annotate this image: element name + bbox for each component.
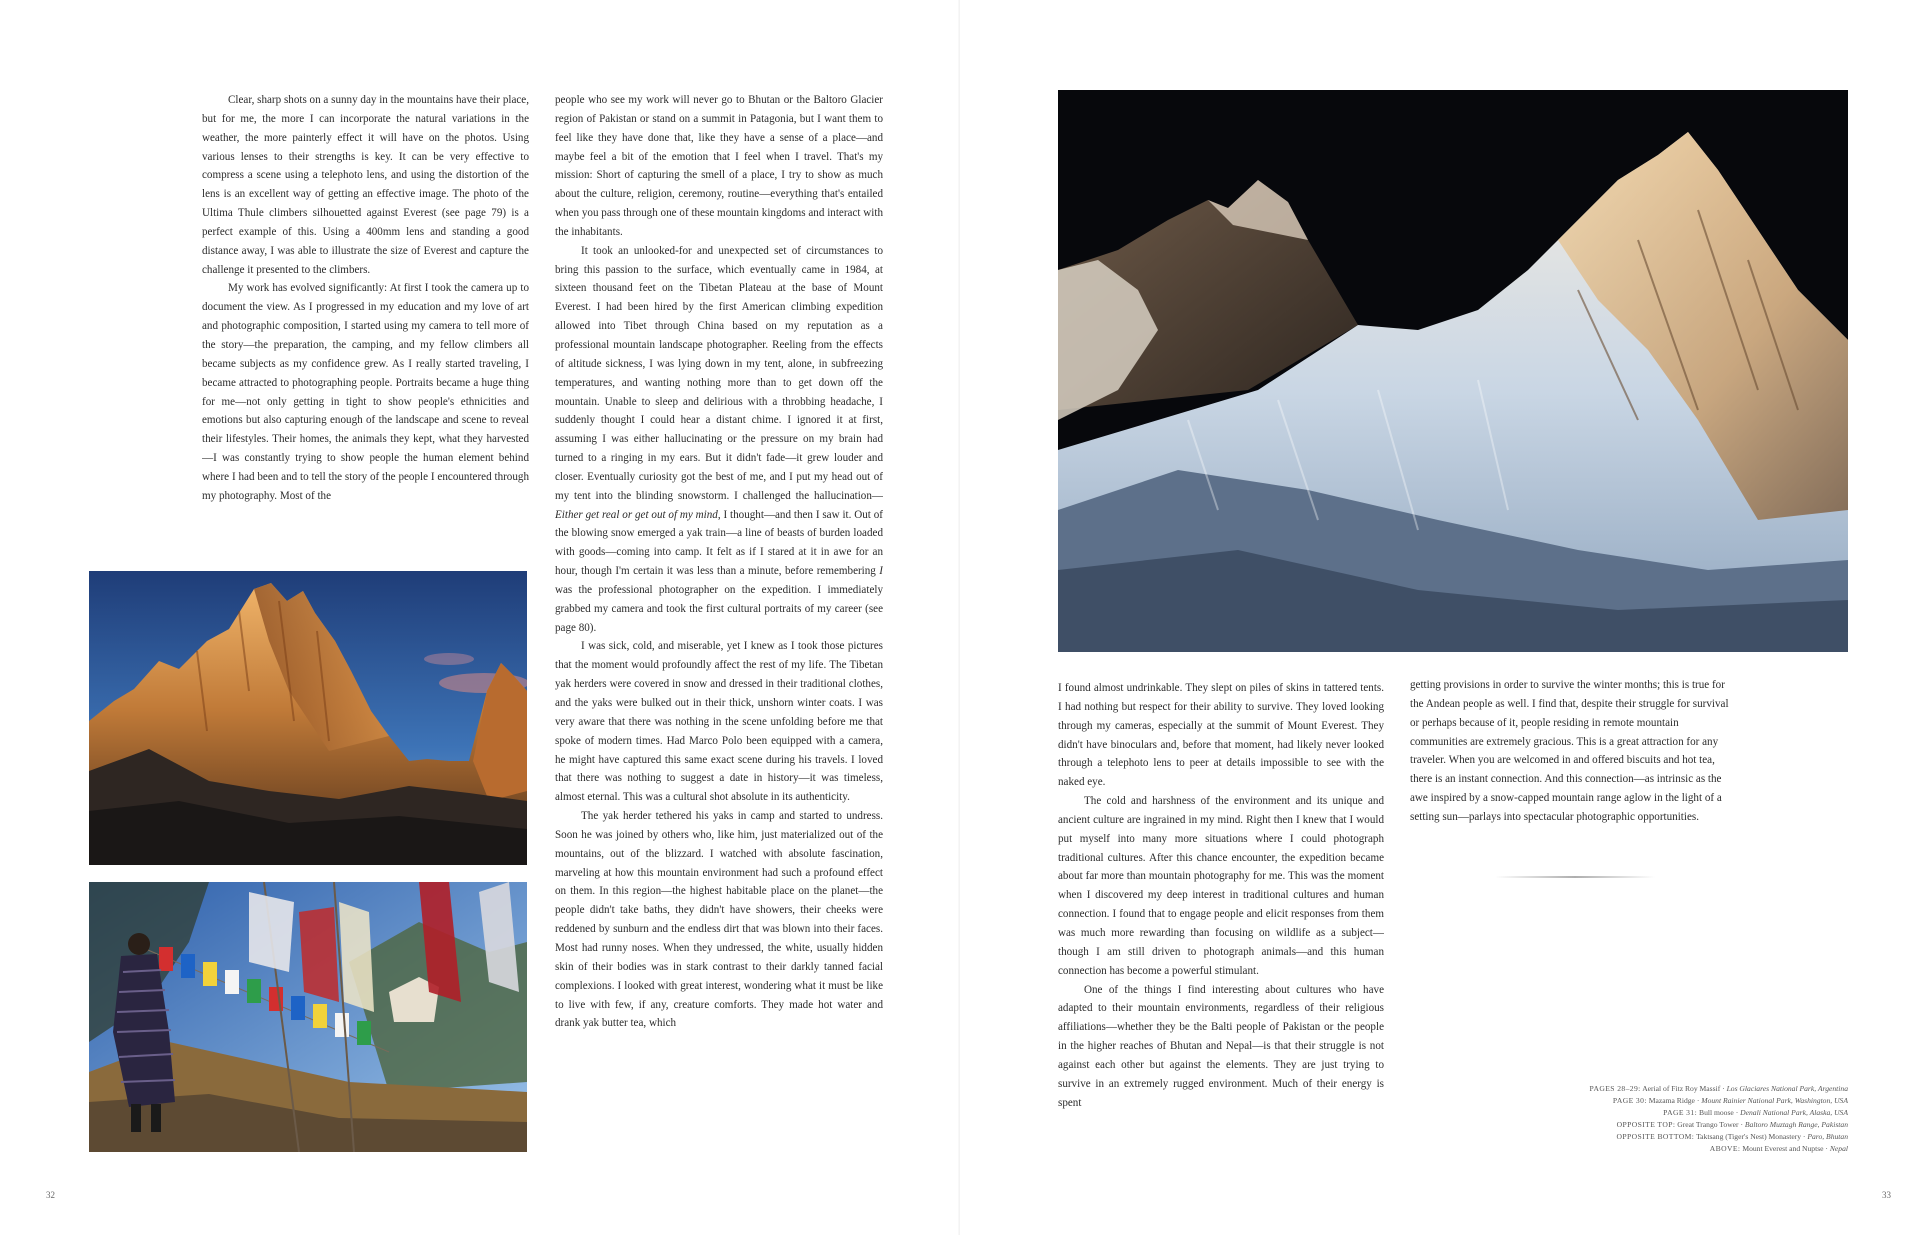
photo-credits (1380, 1083, 1848, 1155)
page-number-left: 32 (46, 1190, 55, 1200)
credit-location: Nepal (1829, 1144, 1848, 1153)
credit-line (1380, 1131, 1848, 1143)
credit-line (1380, 1143, 1848, 1155)
credit-key: PAGE 30: (1612, 1096, 1647, 1105)
credit-line (1380, 1107, 1848, 1119)
photo-taktsang-monastery (89, 882, 527, 1152)
credit-location: Paro, Bhutan (1807, 1132, 1848, 1141)
italic-quote: Either get real or get out of my mind (555, 508, 718, 521)
credit-subject: Mazama Ridge (1648, 1096, 1695, 1105)
text-column-4 (1410, 676, 1737, 856)
paragraph: Clear, sharp shots on a sunny day in the mountains have their place, but for me, the more I can incorporate the natural variations in the weather, the more painterly effect it will have on the photos. Using various lenses to their strengths is key. It can be very effective to compress a scene using a telephoto lens, and using the distortion of the lens is an excellent way of getting an effective image. The photo of the Ultima Thule climbers silhouetted against Everest (see page 79) is a perfect example of this. Using a 400mm lens and standing a good distance away, I was able to illustrate the size of Everest and capture the challenge it presented to the climbers. (202, 94, 529, 276)
paragraph-text: It took an unlooked-for and unexpected set of circumstances to bring this passion to the surface, which eventually came in 1984, at sixteen thousand feet on the Tibetan Plateau at the base of Mount Everest. I had been hired by the first American climbing expedition allowed into Tibet through China based on my reputation as a professional mountain landscape photographer. Reeling from the effects of altitude sickness, I was lying down in my tent, alone, in subfreezing temperatures, and wanting nothing more than to get down off the mountain. Unable to sleep and delirious with a throbbing headache, I suddenly thought I could hear a distant chime. I ignored it at first, assuming I was either hallucinating or the pressure on my brain had turned to a ringing in my ears. But it didn't fade—it grew louder and closer. Eventually curiosity got the best of me, and I put my head out of my tent into the blinding snowstorm. I challenged the hallucination— (555, 244, 883, 502)
credit-key: OPPOSITE BOTTOM: (1616, 1132, 1695, 1141)
credit-line (1380, 1083, 1848, 1095)
credit-subject: Bull moose (1699, 1108, 1734, 1117)
credit-line (1380, 1119, 1848, 1131)
credit-subject: Taktsang (Tiger's Nest) Monastery (1696, 1132, 1802, 1141)
credit-separator: · (1733, 1108, 1741, 1117)
paragraph: The yak herder tethered his yaks in camp and started to undress. Soon he was joined by others who, like him, just materialized out of the mountains, out of the blizzard. I watched with absolute fascination, marveling at how this mountain environment had such a profound effect on them. In this region—the highest habitable place on the planet—the people didn't take baths, they didn't have showers, their cheeks were reddened by sunburn and the endless dirt that was blown into their faces. Most had runny noses. When they undressed, the white, usually hidden skin of their bodies was in stark contrast to their darkly tanned facial complexions. I looked with great interest, wondering what it must be like to live with few, if any, creature comforts. They made hot water and drank yak butter tea, which (555, 810, 883, 1030)
credit-separator: · (1738, 1120, 1745, 1129)
decorative-rule (1495, 876, 1655, 878)
credit-location: Mount Rainier National Park, Washington, USA (1701, 1096, 1848, 1105)
credit-line (1380, 1095, 1848, 1107)
credit-location: Los Glaciares National Park, Argentina (1726, 1084, 1848, 1093)
paragraph-text: , I thought—and then I saw it. Out of the blowing snow emerged a yak train—a line of beasts of burden loaded with goods—coming into camp. It felt as if I stared at it in awe for an hour, though I'm certain it was less than a minute, before remembering (555, 508, 883, 578)
paragraph: getting provisions in order to survive the winter months; this is true for the Andean people as well. I find that, despite their struggle for survival or perhaps because of it, people residing in remote mountain communities are extremely gracious. This is a great attraction for any traveler. When you are welcomed in and offered biscuits and hot tea, there is an instant connection. And this connection—as intrinsic as the awe inspired by a snow-capped mountain range aglow in the light of a setting sun—parlays into spectacular photographic opportunities. (1410, 679, 1729, 823)
credit-key: PAGE 31: (1663, 1108, 1698, 1117)
paragraph: I was sick, cold, and miserable, yet I knew as I took those pictures that the moment would profoundly affect the rest of my life. The Tibetan yak herders were covered in snow and dressed in their traditional clothes, and the yaks were bulked out in their thick, unshorn winter coats. I was very aware that there was nothing in the scene unfolding before me that spoke of modern times. Had Marco Polo been equipped with a camera, he might have captured this same exact scene during his travels. I loved that there was nothing to suggest a date in history—it was timeless, almost eternal. This was a cultural shot absolute in its authenticity. (555, 640, 883, 804)
paragraph: My work has evolved significantly: At first I took the camera up to document the view. As I progressed in my education and my love of art and photographic composition, I started using my camera to tell more of the story—the preparation, the camping, and my fellow climbers all became subjects as my confidence grew. As I really started traveling, I became attracted to photographing people. Portraits became a huge thing for me—not only getting in tight to show people's ethnicities and emotions but also capturing enough of the landscape and scene to reveal their lifestyles. Their homes, the animals they kept, what they harvested—I was constantly trying to show people the human element behind where I had been and to tell the story of the people I encountered through my photography. Most of the (202, 282, 529, 502)
text-column-1 (202, 91, 529, 546)
italic-word: I (879, 565, 883, 578)
paragraph (555, 242, 883, 638)
credit-key: ABOVE: (1709, 1144, 1741, 1153)
paragraph: The cold and harshness of the environment and its unique and ancient culture are ingrained in my mind. Right then I knew that I would put myself into many more situations where I could photograph traditional cultures. After this chance encounter, the expedition became about far more than mountain photography for me. This was the moment when I discovered my deep interest in traditional cultures and human connection. I found that to engage people and elicit responses from them was much more rewarding than focusing on wildlife as a subject—though I am still driven to photograph animals—and this human connection has become a powerful stimulant. (1058, 795, 1384, 977)
paragraph: I found almost undrinkable. They slept on piles of skins in tattered tents. I had nothing but respect for their ability to survive. They loved looking through my cameras, especially at the summit of Mount Everest. They didn't have binoculars and, before that moment, had likely never looked through a telephoto lens to peer at details impossible to see with the naked eye. (1058, 682, 1384, 789)
credit-location: Baltoro Muztagh Range, Pakistan (1744, 1120, 1848, 1129)
credit-subject: Great Trango Tower (1677, 1120, 1739, 1129)
page-number-right: 33 (1882, 1190, 1891, 1200)
paragraph: people who see my work will never go to Bhutan or the Baltoro Glacier region of Pakistan or stand on a summit in Patagonia, but I want them to feel like they have done that, like they have a sense of a place—and maybe feel a bit of the emotion that I feel when I travel. That's my mission: Short of capturing the smell of a place, I try to show as much about the culture, religion, ceremony, routine—everything that's entailed when you pass through one of these mountain kingdoms and interact with the inhabitants. (555, 94, 883, 238)
credit-key: PAGES 28–29: (1589, 1084, 1641, 1093)
photo-everest-nuptse (1058, 90, 1848, 652)
credit-key: OPPOSITE TOP: (1616, 1120, 1676, 1129)
credit-separator: · (1801, 1132, 1808, 1141)
credit-separator: · (1720, 1084, 1727, 1093)
credit-separator: · (1823, 1144, 1830, 1153)
credit-subject: Aerial of Fitz Roy Massif (1642, 1084, 1721, 1093)
text-column-2 (555, 91, 883, 1151)
credit-subject: Mount Everest and Nuptse (1742, 1144, 1824, 1153)
paragraph-text: was the professional photographer on the expedition. I immediately grabbed my camera and took the first cultural portraits of my career (see page 80). (555, 583, 883, 634)
photo-great-trango-tower (89, 571, 527, 865)
paragraph: One of the things I find interesting about cultures who have adapted to their mountain environments, regardless of their religious affiliations—whether they be the Balti people of Pakistan or the people in the higher reaches of Bhutan and Nepal—is that their struggle is not against each other but against the elements. They are just trying to survive in an extremely rugged environment. Much of their energy is spent (1058, 983, 1384, 1109)
text-column-3 (1058, 679, 1384, 1149)
credit-location: Denali National Park, Alaska, USA (1740, 1108, 1848, 1117)
credit-separator: · (1694, 1096, 1702, 1105)
